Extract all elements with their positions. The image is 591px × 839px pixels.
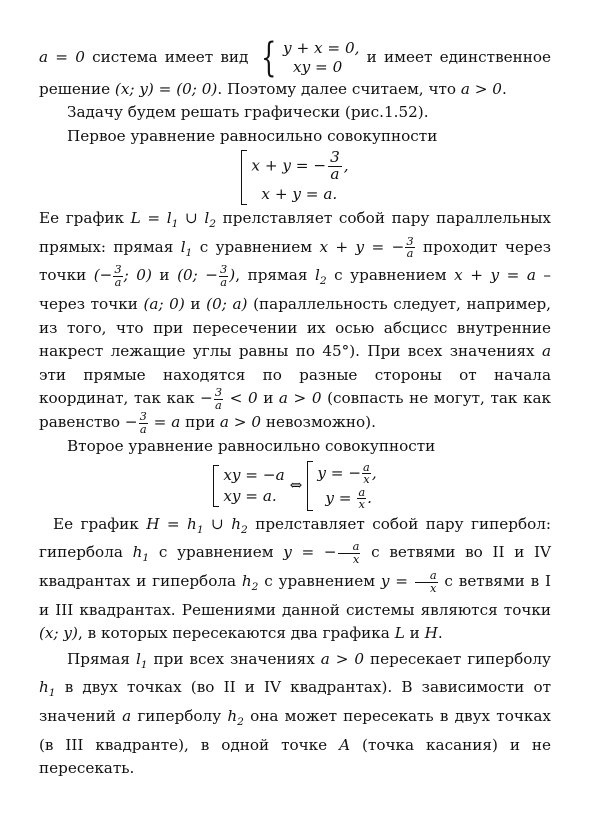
sub: 1 — [185, 245, 193, 259]
fraction — [214, 387, 223, 411]
denominator: a — [330, 165, 340, 184]
square-bracket — [213, 465, 219, 507]
math: x + y = a — [454, 266, 536, 285]
denominator: x — [429, 580, 437, 595]
fraction — [113, 264, 122, 288]
math: h — [39, 678, 49, 697]
denominator: a — [220, 274, 228, 289]
document-page — [39, 35, 552, 781]
numerator: 3 — [114, 262, 122, 277]
system-case-zero — [256, 35, 360, 81]
text: гиперболу — [131, 707, 228, 726]
numerator: 3 — [139, 409, 147, 424]
math: (a; 0) — [143, 294, 185, 313]
math-l1 — [135, 649, 148, 671]
paragraph-graphical-method: Задачу будем решать графически (рис.1.52). — [67, 103, 429, 121]
math: y = − — [317, 463, 362, 482]
sub: 1 — [140, 657, 148, 671]
math: l — [180, 237, 186, 256]
text: , в которых пересекаются два графика — [77, 624, 395, 643]
math: l — [314, 266, 320, 285]
equation-row-1 — [251, 150, 348, 183]
text: при всех значениях — [147, 649, 321, 668]
math: < 0 — [224, 389, 258, 408]
math: x + y = − — [319, 237, 405, 256]
denominator: x — [363, 472, 370, 487]
sub: 1 — [171, 217, 179, 231]
curly-brace: { — [260, 35, 276, 81]
text: . — [437, 624, 443, 643]
square-bracket — [241, 150, 247, 205]
math: l — [135, 649, 141, 668]
eq-text: , — [343, 156, 349, 175]
paragraph-second-equation: Второе уравнение равносильно совокупности — [67, 437, 436, 456]
fraction — [328, 150, 342, 183]
text: прелставляет собой пару гипербол: гипербола — [39, 514, 551, 562]
numerator: a — [358, 484, 366, 499]
numerator: a — [338, 541, 361, 553]
text: с уравнением — [149, 543, 284, 562]
paragraph-hyperbolas-graph — [39, 513, 551, 646]
math-a-zero: a = 0 — [39, 48, 85, 66]
math-l1 — [180, 237, 193, 259]
math-h1 — [132, 543, 150, 565]
denominator: a — [215, 397, 222, 412]
text: с уравнением — [326, 266, 455, 285]
fraction — [415, 570, 438, 594]
math: y = − — [283, 543, 337, 562]
system-row-2: xy = 0 — [293, 58, 343, 76]
math: ∪ l — [178, 209, 210, 228]
denominator: x — [352, 551, 360, 566]
fraction — [219, 264, 228, 288]
math: A — [339, 735, 351, 754]
text: и — [404, 624, 425, 643]
math: a > 0 — [320, 649, 365, 668]
text: Ее график — [53, 514, 147, 533]
math-H — [146, 514, 248, 536]
math: (0; a) — [206, 294, 248, 313]
sub: 2 — [241, 522, 248, 536]
sub: 2 — [319, 274, 327, 288]
text: с уравнением — [192, 237, 320, 256]
denominator: a — [139, 421, 147, 436]
numerator: 3 — [214, 385, 223, 400]
equation-row-4 — [317, 486, 376, 511]
numerator: 3 — [406, 233, 414, 248]
math: − — [200, 389, 213, 408]
sub: 1 — [142, 551, 150, 565]
math: , — [371, 463, 377, 482]
text: . Поэтому далее считаем, что — [217, 80, 461, 98]
text: и имеет единственное решение — [39, 48, 551, 98]
text: , прямая — [235, 266, 315, 285]
math: a > 0 — [278, 389, 322, 408]
text: при — [180, 413, 220, 432]
text: и — [184, 294, 207, 313]
math: h — [132, 543, 143, 562]
math: a — [122, 707, 132, 726]
math: ; 0) — [123, 266, 152, 285]
text: (совпасть не могут, так как равенство — [39, 389, 552, 432]
math-h1 — [39, 678, 56, 700]
text: прелставляет собой пару параллельных прямых: прямая — [39, 209, 552, 256]
fraction — [405, 233, 414, 261]
math-h2 — [227, 707, 244, 729]
numerator: 3 — [330, 148, 340, 167]
text: невозможно). — [261, 413, 376, 432]
text: с ветвями во II и IV квадрантах и гипербола — [39, 543, 551, 590]
math: h — [227, 707, 238, 726]
math-L — [130, 209, 216, 231]
text: Ее график — [39, 209, 131, 228]
paragraph-case-a-zero — [39, 35, 551, 101]
equation-set-hyperbolas — [39, 461, 551, 511]
numerator: 3 — [220, 262, 228, 277]
text: проходит через точки — [39, 237, 551, 285]
numerator: a — [415, 570, 438, 582]
eq-text: x + y = − — [251, 156, 327, 175]
math: (0; − — [177, 266, 219, 285]
text: и — [257, 389, 279, 408]
math: . — [367, 488, 372, 507]
math: a — [541, 342, 551, 361]
text: Прямая — [67, 649, 136, 668]
math: = a — [148, 413, 181, 432]
math: H — [424, 624, 438, 643]
math: a > 0 — [219, 413, 262, 432]
text: она может пересекать в двух точках (в III квадранте), в одной точке — [39, 707, 551, 754]
math-l2 — [314, 266, 327, 288]
math: L — [394, 624, 405, 643]
math: ) — [229, 266, 236, 285]
text: пересекает гиперболу — [364, 649, 551, 668]
text: . — [501, 80, 507, 98]
equation-row-3 — [317, 461, 376, 486]
math-condition: a > 0 — [460, 80, 502, 98]
math-h2 — [241, 572, 259, 594]
paragraph-intersections — [39, 648, 551, 781]
math: H = h — [146, 514, 197, 533]
equation-row-1: xy = −a — [223, 465, 285, 484]
sub: 2 — [237, 715, 244, 729]
text: (параллельность следует, например, из того, что при пересечении их осью абсцисс внутренние накрест лежащие углы равны по 45°). При всех значениях — [39, 294, 551, 361]
sub: 1 — [196, 522, 204, 536]
text: и — [151, 266, 178, 285]
math: (− — [93, 266, 113, 285]
square-bracket — [307, 461, 313, 511]
fraction — [357, 484, 366, 512]
fraction — [362, 459, 371, 487]
text: с ветвями в I и III квадрантах. Решениями данной системы являются точки — [39, 572, 551, 619]
fraction — [338, 541, 361, 565]
math: L = l — [130, 209, 172, 228]
math: y = — [380, 572, 414, 590]
text: – через точки — [39, 266, 552, 313]
math: − — [124, 413, 138, 432]
equation-row-2: x + y = a. — [261, 185, 338, 204]
math: (x; y) — [39, 624, 78, 643]
text: система имеет вид — [84, 48, 256, 66]
sub: 2 — [209, 217, 216, 231]
math-solution: (x; y) = (0; 0) — [114, 80, 218, 98]
denominator: a — [114, 274, 122, 289]
text: (точка касания) и не пересекать. — [39, 735, 551, 778]
paragraph-first-equation: Первое уравнение равносильно совокупности — [67, 126, 438, 145]
math: ∪ h — [203, 514, 241, 533]
math: y = — [325, 488, 357, 507]
paragraph-lines-graph — [39, 207, 551, 435]
fraction — [139, 411, 148, 435]
denominator: x — [358, 497, 365, 512]
text: в двух точках (во II и IV квадрантах). В зависимости от значений — [39, 678, 551, 726]
math: h — [241, 572, 252, 590]
equation-row-2: xy = a. — [223, 486, 277, 505]
system-row-1: y + x = 0, — [283, 39, 360, 57]
iff-symbol: ⇔ — [289, 475, 303, 494]
sub: 1 — [48, 686, 56, 700]
text: эти прямые находятся по разные стороны от начала координат, так как — [39, 365, 551, 408]
numerator: a — [363, 459, 370, 474]
sub: 2 — [251, 580, 259, 594]
equation-set-lines — [39, 150, 551, 205]
denominator: a — [406, 246, 414, 261]
text: с уравнением — [258, 572, 381, 590]
